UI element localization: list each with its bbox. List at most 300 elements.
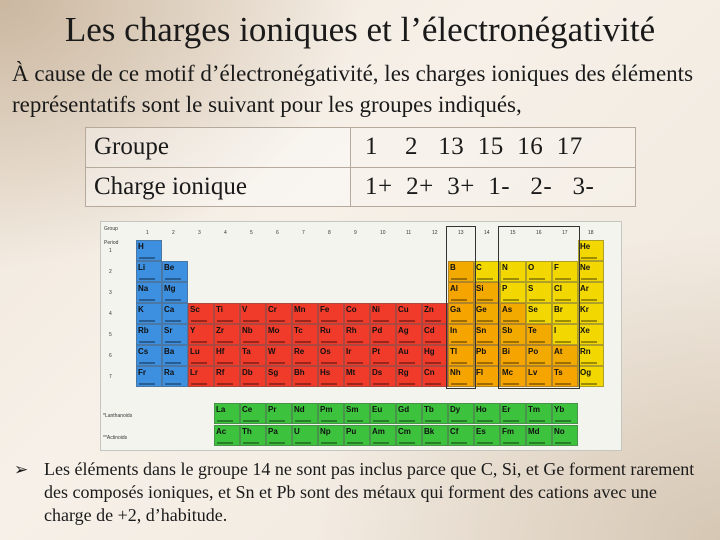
element-symbol: Fl <box>476 368 484 377</box>
element-name-line <box>243 362 259 364</box>
element-cell <box>292 425 318 446</box>
element-cell <box>266 303 292 324</box>
element-symbol: Ts <box>554 368 563 377</box>
element-cell <box>474 303 500 324</box>
element-name-line <box>503 442 519 444</box>
element-cell <box>240 366 266 387</box>
element-symbol: Rh <box>346 326 357 335</box>
element-cell <box>526 403 552 424</box>
element-name-line <box>529 420 545 422</box>
group-axis-label: Group <box>104 226 118 232</box>
element-symbol: Bk <box>424 427 435 436</box>
element-cell <box>136 240 162 261</box>
period-number: 7 <box>109 374 112 380</box>
group-number: 7 <box>302 230 305 236</box>
element-name-line <box>217 420 233 422</box>
element-symbol: Lu <box>190 347 200 356</box>
element-cell <box>422 324 448 345</box>
element-symbol: Po <box>528 347 539 356</box>
element-name-line <box>165 362 181 364</box>
element-symbol: S <box>528 284 534 293</box>
element-cell <box>162 303 188 324</box>
element-symbol: Mo <box>268 326 280 335</box>
element-symbol: Li <box>138 263 146 272</box>
element-symbol: Np <box>320 427 331 436</box>
element-symbol: Ir <box>346 347 352 356</box>
element-cell <box>370 425 396 446</box>
table-row <box>86 128 636 168</box>
element-cell <box>240 345 266 366</box>
element-cell <box>318 345 344 366</box>
element-symbol: Kr <box>580 305 589 314</box>
element-symbol: Dy <box>450 405 461 414</box>
element-cell <box>318 303 344 324</box>
element-symbol: Db <box>242 368 253 377</box>
element-symbol: Er <box>502 405 511 414</box>
table-row <box>86 167 636 207</box>
element-cell <box>318 425 344 446</box>
element-name-line <box>321 442 337 444</box>
element-symbol: Ti <box>216 305 223 314</box>
group-number: 4 <box>224 230 227 236</box>
element-symbol: Br <box>554 305 563 314</box>
element-symbol: N <box>502 263 508 272</box>
element-cell <box>214 425 240 446</box>
element-symbol: Eu <box>372 405 383 414</box>
element-name-line <box>243 341 259 343</box>
element-symbol: Nb <box>242 326 253 335</box>
element-name-line <box>581 320 597 322</box>
element-cell <box>266 366 292 387</box>
element-name-line <box>139 320 155 322</box>
element-name-line <box>529 442 545 444</box>
element-name-line <box>217 442 233 444</box>
element-name-line <box>399 383 415 385</box>
element-symbol: Pa <box>268 427 278 436</box>
element-cell <box>578 366 604 387</box>
element-symbol: Hs <box>320 368 331 377</box>
element-name-line <box>347 420 363 422</box>
element-symbol: Rn <box>580 347 591 356</box>
element-name-line <box>269 420 285 422</box>
element-name-line <box>347 341 363 343</box>
element-name-line <box>139 383 155 385</box>
element-name-line <box>581 362 597 364</box>
element-symbol: Pd <box>372 326 383 335</box>
element-symbol: Nd <box>294 405 305 414</box>
element-name-line <box>477 278 493 280</box>
element-symbol: B <box>450 263 456 272</box>
element-symbol: O <box>528 263 535 272</box>
element-symbol: Cf <box>450 427 459 436</box>
element-name-line <box>555 442 571 444</box>
element-name-line <box>269 442 285 444</box>
element-cell <box>344 345 370 366</box>
group-number: 9 <box>354 230 357 236</box>
element-name-line <box>347 320 363 322</box>
element-symbol: Ce <box>242 405 253 414</box>
element-symbol: Md <box>528 427 540 436</box>
element-symbol: Cm <box>398 427 411 436</box>
element-cell <box>422 303 448 324</box>
element-cell <box>292 345 318 366</box>
element-symbol: W <box>268 347 276 356</box>
element-symbol: Mn <box>294 305 306 314</box>
element-symbol: Si <box>476 284 484 293</box>
element-name-line <box>581 299 597 301</box>
element-cell <box>422 366 448 387</box>
element-cell <box>474 282 500 303</box>
element-symbol: Tl <box>450 347 458 356</box>
element-cell <box>318 324 344 345</box>
element-symbol: Os <box>320 347 331 356</box>
element-cell <box>396 403 422 424</box>
element-cell <box>188 303 214 324</box>
element-cell <box>136 261 162 282</box>
element-symbol: Tc <box>294 326 303 335</box>
element-name-line <box>217 320 233 322</box>
element-cell <box>292 303 318 324</box>
element-symbol: Ba <box>164 347 175 356</box>
element-symbol: Am <box>372 427 385 436</box>
element-name-line <box>425 383 441 385</box>
element-name-line <box>165 299 181 301</box>
element-name-line <box>139 341 155 343</box>
element-name-line <box>477 442 493 444</box>
element-name-line <box>425 442 441 444</box>
element-symbol: Be <box>164 263 175 272</box>
element-symbol: Ra <box>164 368 175 377</box>
element-name-line <box>347 383 363 385</box>
element-symbol: Lr <box>190 368 198 377</box>
element-cell <box>240 324 266 345</box>
group-number: 14 <box>484 230 490 236</box>
element-cell <box>214 324 240 345</box>
element-name-line <box>399 420 415 422</box>
element-name-line <box>165 383 181 385</box>
intro-paragraph: À cause de ce motif d’électronégativité, les charges ioniques des éléments représentatifs sont le suivant pour les groupes indiqués, <box>12 61 694 117</box>
element-cell <box>214 345 240 366</box>
row-label-group: Groupe <box>86 128 351 168</box>
element-symbol: Ds <box>372 368 383 377</box>
element-symbol: Pt <box>372 347 380 356</box>
period-number: 4 <box>109 311 112 317</box>
element-symbol: H <box>138 242 144 251</box>
element-cell <box>474 403 500 424</box>
element-symbol: Rf <box>216 368 225 377</box>
element-cell <box>396 366 422 387</box>
element-symbol: Bh <box>294 368 305 377</box>
element-symbol: He <box>580 242 591 251</box>
element-symbol: Xe <box>580 326 590 335</box>
element-symbol: P <box>502 284 508 293</box>
element-cell <box>240 403 266 424</box>
element-name-line <box>321 383 337 385</box>
element-symbol: Se <box>528 305 538 314</box>
group-number: 15 <box>510 230 516 236</box>
element-name-line <box>399 442 415 444</box>
element-name-line <box>295 420 311 422</box>
element-symbol: Sn <box>476 326 487 335</box>
element-name-line <box>477 320 493 322</box>
element-name-line <box>217 362 233 364</box>
element-name-line <box>321 341 337 343</box>
element-name-line <box>425 420 441 422</box>
element-cell <box>240 425 266 446</box>
element-cell <box>136 324 162 345</box>
element-cell <box>188 345 214 366</box>
element-name-line <box>373 383 389 385</box>
element-cell <box>266 425 292 446</box>
element-symbol: Au <box>398 347 409 356</box>
element-name-line <box>191 320 207 322</box>
element-cell <box>214 403 240 424</box>
element-symbol: Cu <box>398 305 409 314</box>
element-name-line <box>373 420 389 422</box>
element-cell <box>396 345 422 366</box>
element-name-line <box>295 383 311 385</box>
element-cell <box>344 366 370 387</box>
element-cell <box>370 345 396 366</box>
element-cell <box>162 261 188 282</box>
element-name-line <box>295 362 311 364</box>
element-symbol: V <box>242 305 248 314</box>
element-symbol: Es <box>476 427 486 436</box>
element-symbol: Zr <box>216 326 224 335</box>
element-name-line <box>243 420 259 422</box>
period-number: 1 <box>109 248 112 254</box>
group-number: 13 <box>458 230 464 236</box>
bullet-arrow-icon: ➢ <box>14 460 29 480</box>
element-cell <box>474 425 500 446</box>
element-name-line <box>399 362 415 364</box>
period-number: 2 <box>109 269 112 275</box>
element-name-line <box>217 341 233 343</box>
element-name-line <box>555 420 571 422</box>
element-symbol: In <box>450 326 458 335</box>
element-name-line <box>451 420 467 422</box>
element-name-line <box>165 320 181 322</box>
element-symbol: Mc <box>502 368 514 377</box>
element-name-line <box>399 320 415 322</box>
group-number: 8 <box>328 230 331 236</box>
element-cell <box>344 324 370 345</box>
slide-title: Les charges ioniques et l’électronégativité <box>64 10 656 49</box>
group-number: 18 <box>588 230 594 236</box>
element-cell <box>292 366 318 387</box>
element-cell <box>162 366 188 387</box>
element-cell <box>188 366 214 387</box>
element-name-line <box>477 420 493 422</box>
element-cell <box>474 345 500 366</box>
element-name-line <box>269 320 285 322</box>
element-symbol: Re <box>294 347 305 356</box>
element-cell <box>136 345 162 366</box>
element-name-line <box>139 257 155 259</box>
element-cell <box>136 282 162 303</box>
element-symbol: Fm <box>502 427 514 436</box>
element-cell <box>292 324 318 345</box>
element-symbol: Ru <box>320 326 331 335</box>
element-cell <box>474 324 500 345</box>
element-cell <box>448 425 474 446</box>
row-label-charge: Charge ionique <box>86 167 351 207</box>
element-cell <box>214 303 240 324</box>
element-symbol: Pu <box>346 427 357 436</box>
element-symbol: U <box>294 427 300 436</box>
element-name-line <box>425 362 441 364</box>
element-symbol: Tb <box>424 405 434 414</box>
element-symbol: Fr <box>138 368 146 377</box>
element-cell <box>266 324 292 345</box>
element-cell <box>344 303 370 324</box>
element-symbol: Hf <box>216 347 225 356</box>
element-symbol: Co <box>346 305 357 314</box>
element-cell <box>422 425 448 446</box>
element-symbol: Ca <box>164 305 175 314</box>
element-symbol: Al <box>450 284 458 293</box>
element-cell <box>422 403 448 424</box>
element-cell <box>344 425 370 446</box>
group-number: 16 <box>536 230 542 236</box>
element-name-line <box>581 383 597 385</box>
element-name-line <box>425 320 441 322</box>
element-name-line <box>425 341 441 343</box>
element-symbol: C <box>476 263 482 272</box>
element-name-line <box>269 341 285 343</box>
element-symbol: Na <box>138 284 149 293</box>
element-cell <box>578 282 604 303</box>
element-cell <box>578 240 604 261</box>
element-name-line <box>191 341 207 343</box>
element-symbol: Cl <box>554 284 562 293</box>
element-cell <box>188 324 214 345</box>
element-name-line <box>295 341 311 343</box>
element-symbol: La <box>216 405 226 414</box>
element-name-line <box>321 362 337 364</box>
element-cell <box>370 366 396 387</box>
element-symbol: At <box>554 347 563 356</box>
element-name-line <box>373 320 389 322</box>
element-symbol: Ga <box>450 305 461 314</box>
group-number: 17 <box>562 230 568 236</box>
element-name-line <box>295 442 311 444</box>
element-name-line <box>269 362 285 364</box>
element-name-line <box>581 257 597 259</box>
period-axis-label: Period <box>104 240 119 246</box>
element-symbol: Mt <box>346 368 356 377</box>
element-cell <box>214 366 240 387</box>
element-symbol: Sm <box>346 405 359 414</box>
group-13-highlight <box>446 226 476 389</box>
group-number: 10 <box>380 230 386 236</box>
group-number: 2 <box>172 230 175 236</box>
element-name-line <box>139 362 155 364</box>
element-symbol: Hg <box>424 347 435 356</box>
group-15-17-highlight <box>498 226 580 389</box>
element-cell <box>292 403 318 424</box>
element-symbol: Sb <box>502 326 513 335</box>
element-symbol: Cr <box>268 305 277 314</box>
element-cell <box>344 403 370 424</box>
element-cell <box>422 345 448 366</box>
element-symbol: Lv <box>528 368 538 377</box>
element-name-line <box>243 442 259 444</box>
element-name-line <box>373 341 389 343</box>
group-number: 1 <box>146 230 149 236</box>
group-number: 5 <box>250 230 253 236</box>
element-symbol: Ge <box>476 305 487 314</box>
element-cell <box>396 425 422 446</box>
element-symbol: Fe <box>320 305 330 314</box>
element-cell <box>136 303 162 324</box>
element-name-line <box>165 278 181 280</box>
element-name-line <box>373 442 389 444</box>
period-number: 6 <box>109 353 112 359</box>
element-name-line <box>321 320 337 322</box>
element-name-line <box>139 299 155 301</box>
bullet-text: Les éléments dans le groupe 14 ne sont pas inclus parce que C, Si, et Ge forment rarement des composés ioniques, et Sn et Pb sont des métaux qui forment des cations avec une charge de +2, d’habitude. <box>44 459 695 525</box>
element-symbol: Ag <box>398 326 409 335</box>
element-name-line <box>295 320 311 322</box>
element-cell <box>474 261 500 282</box>
element-cell <box>162 345 188 366</box>
period-number: 5 <box>109 332 112 338</box>
element-name-line <box>243 320 259 322</box>
element-name-line <box>477 341 493 343</box>
element-symbol: Sc <box>190 305 200 314</box>
element-symbol: Ac <box>216 427 227 436</box>
element-symbol: Cd <box>424 326 435 335</box>
element-cell <box>500 425 526 446</box>
charge-table <box>85 127 636 207</box>
element-cell <box>370 324 396 345</box>
element-name-line <box>269 383 285 385</box>
element-cell <box>500 403 526 424</box>
group-number: 11 <box>406 230 412 236</box>
element-symbol: Sr <box>164 326 173 335</box>
period-number: 3 <box>109 290 112 296</box>
element-symbol: As <box>502 305 513 314</box>
element-name-line <box>477 362 493 364</box>
element-symbol: Y <box>190 326 196 335</box>
element-name-line <box>321 420 337 422</box>
element-symbol: Mg <box>164 284 176 293</box>
element-cell <box>318 366 344 387</box>
lanthanides-label: *Lanthanoids <box>103 413 133 419</box>
periodic-table-image <box>100 221 622 451</box>
element-symbol: Sg <box>268 368 279 377</box>
element-cell <box>578 324 604 345</box>
element-symbol: No <box>554 427 565 436</box>
element-symbol: Yb <box>554 405 565 414</box>
element-name-line <box>243 383 259 385</box>
element-name-line <box>191 383 207 385</box>
element-cell <box>578 303 604 324</box>
element-cell <box>370 303 396 324</box>
element-symbol: Rg <box>398 368 409 377</box>
element-name-line <box>347 442 363 444</box>
element-name-line <box>503 420 519 422</box>
element-symbol: Ta <box>242 347 251 356</box>
element-cell <box>474 366 500 387</box>
element-symbol: Nh <box>450 368 461 377</box>
element-symbol: Ar <box>580 284 589 293</box>
element-cell <box>162 324 188 345</box>
element-symbol: Pb <box>476 347 487 356</box>
element-symbol: Zn <box>424 305 434 314</box>
group-number: 3 <box>198 230 201 236</box>
